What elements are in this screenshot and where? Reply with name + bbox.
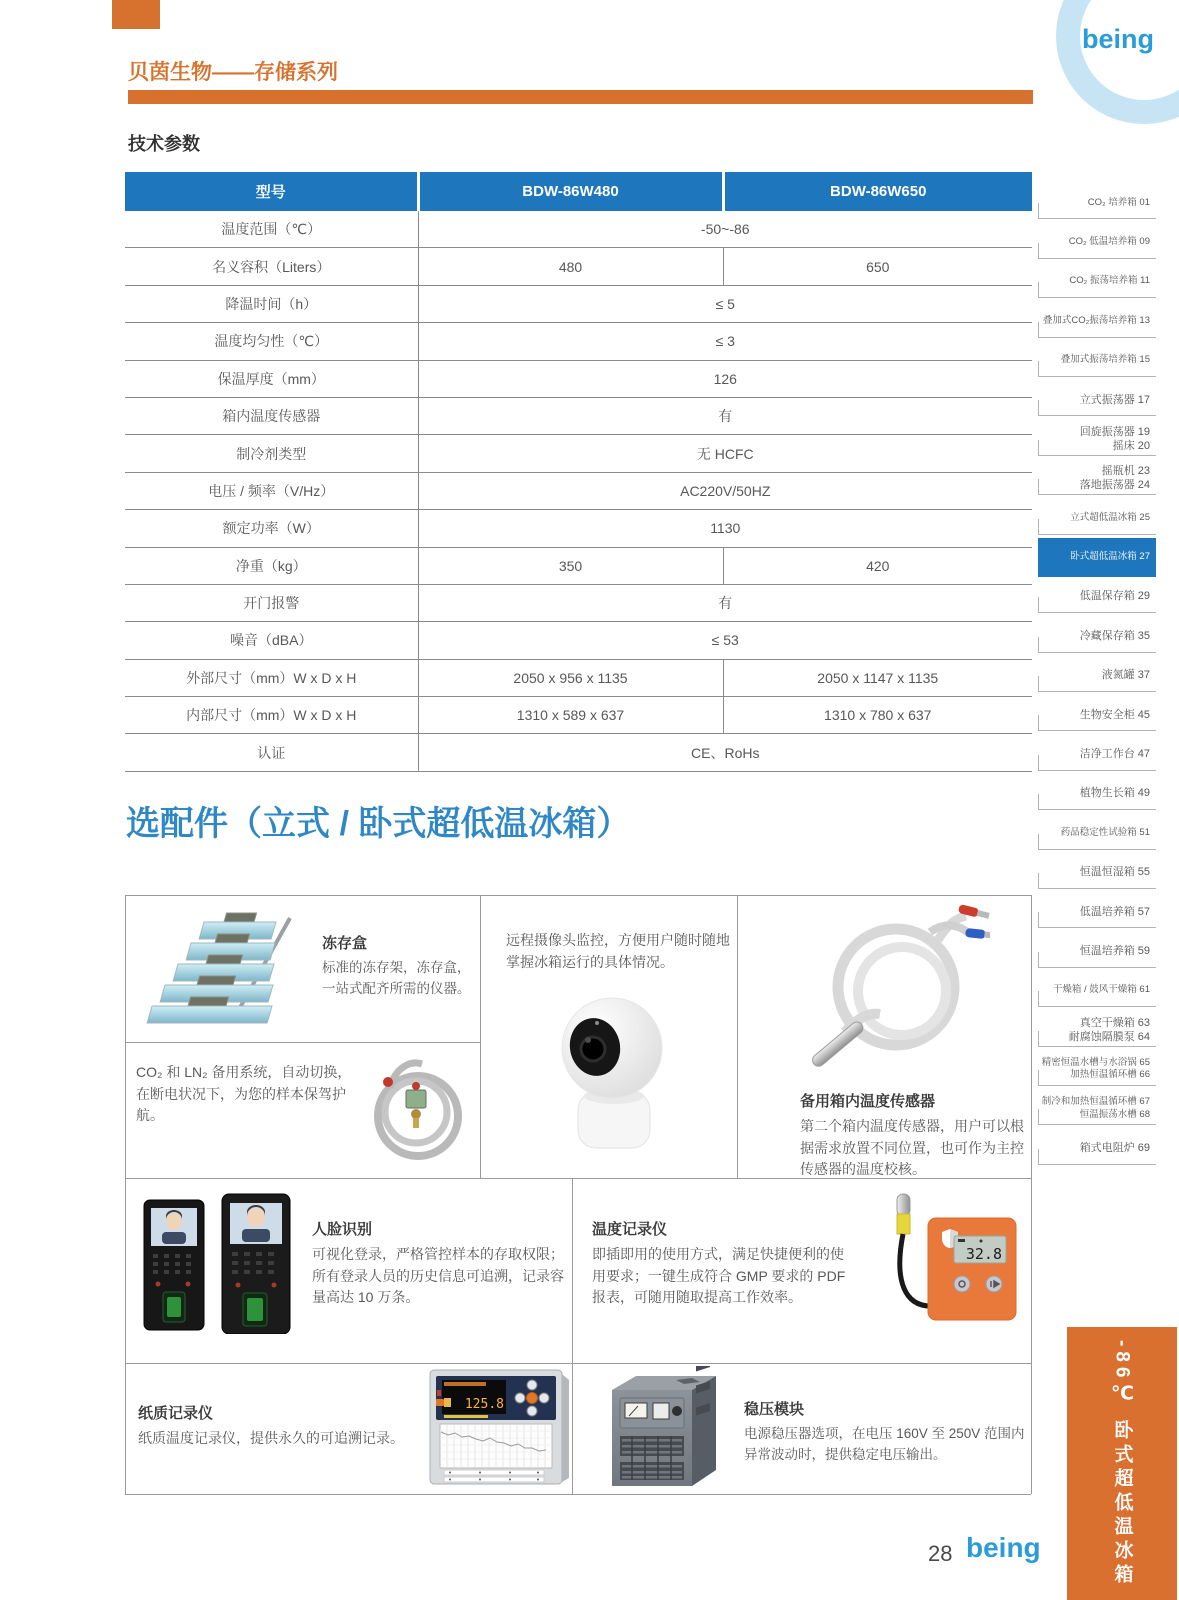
spec-row <box>125 360 1032 397</box>
freezer-rack-image <box>140 910 312 1033</box>
spec-row <box>125 248 1032 285</box>
sidebar-item-label: 落地振荡器 24 <box>1079 479 1150 492</box>
page-number: 28 <box>928 1541 953 1566</box>
sidebar-item[interactable] <box>1038 1128 1156 1167</box>
spec-row-label: 保温厚度（mm） <box>125 360 418 397</box>
face-recognition-title: 人脸识别 <box>312 1221 373 1238</box>
temp-logger-text: 即插即用的使用方式，满足快捷便利的使用要求；一键生成符合 GMP 要求的 PDF 报表，可随用随取提高工作效率。 <box>592 1246 846 1306</box>
sidebar-item[interactable] <box>1038 459 1156 498</box>
spec-table-head-row <box>125 172 1032 211</box>
header-title: 贝茵生物——存储系列 <box>128 61 338 84</box>
spec-row-label: 降温时间（h） <box>125 285 418 322</box>
sidebar-item[interactable] <box>1038 222 1156 261</box>
spec-row-label: 额定功率（W） <box>125 510 418 547</box>
spec-row <box>125 547 1032 584</box>
spec-row-label: 外部尺寸（mm）W x D x H <box>125 659 418 696</box>
spec-table-body <box>125 211 1032 771</box>
sidebar-item-label: 制冷和加热恒温循环槽 67 <box>1041 1096 1150 1108</box>
divider-line <box>125 1363 1031 1364</box>
sidebar-item[interactable] <box>1038 931 1156 970</box>
chapter-side-tab <box>1067 1327 1177 1600</box>
sidebar-item-label: 洁净工作台 47 <box>1079 748 1150 761</box>
temp-logger-block <box>592 1218 854 1309</box>
spec-row-value: 无 HCFC <box>418 435 1032 472</box>
sidebar-item-label: 立式振荡器 17 <box>1079 393 1150 406</box>
spec-row-value: 650 <box>723 248 1032 285</box>
sidebar-item-label: 真空干燥箱 63 <box>1079 1016 1150 1029</box>
backup-sensor-title: 备用箱内温度传感器 <box>800 1093 936 1110</box>
freezer-box-block <box>322 932 477 1000</box>
sidebar-item-label: 恒温恒湿箱 55 <box>1079 866 1150 879</box>
header-rule <box>128 90 1033 104</box>
spec-row <box>125 584 1032 621</box>
spec-row-label: 电压 / 频率（V/Hz） <box>125 472 418 509</box>
spec-row <box>125 472 1032 509</box>
camera-block <box>506 930 736 973</box>
sidebar-item[interactable] <box>1038 183 1156 222</box>
spec-row-label: 认证 <box>125 734 418 771</box>
spec-row-label: 开门报警 <box>125 584 418 621</box>
spec-row <box>125 211 1032 248</box>
spec-row <box>125 697 1032 734</box>
spec-row-value: 2050 x 956 x 1135 <box>418 659 723 696</box>
spec-row-label: 噪音（dBA） <box>125 622 418 659</box>
being-logo: being <box>1082 24 1154 54</box>
sidebar-item-label: 箱式电阻炉 69 <box>1079 1141 1150 1154</box>
divider-line <box>737 895 738 1178</box>
spec-row-label: 温度范围（℃） <box>125 211 418 248</box>
spec-row <box>125 510 1032 547</box>
sidebar-item-label: CO₂ 培养箱 01 <box>1087 196 1150 208</box>
spec-row-value: 420 <box>723 547 1032 584</box>
sidebar-item[interactable] <box>1038 1010 1156 1049</box>
backup-hose-image <box>360 1048 475 1171</box>
spec-row-value: 1310 x 780 x 637 <box>723 697 1032 734</box>
being-logo-arc <box>1056 0 1179 124</box>
face-recognition-text: 可视化登录，严格管控样本的存取权限；所有登录人员的历史信息可追溯，记录容量高达 10 万条。 <box>312 1246 564 1306</box>
spec-row <box>125 622 1032 659</box>
sidebar-item[interactable] <box>1038 1089 1156 1128</box>
corner-accent <box>112 0 160 29</box>
divider-line <box>125 895 126 1494</box>
spec-row <box>125 734 1032 771</box>
sidebar-item[interactable] <box>1038 577 1156 616</box>
sidebar-item[interactable] <box>1038 971 1156 1010</box>
spec-row <box>125 659 1032 696</box>
chapter-side-tab-label: -86℃ 卧式超低温冰箱 <box>1111 1339 1133 1588</box>
paper-recorder-title: 纸质记录仪 <box>138 1405 214 1422</box>
spec-row <box>125 323 1032 360</box>
sidebar-item-label: 药品稳定性试验箱 51 <box>1060 826 1150 838</box>
face-recognition-image <box>138 1192 298 1339</box>
backup-sensor-text: 第二个箱内温度传感器，用户可以根据需求放置不同位置，也可作为主控传感器的温度校核。 <box>800 1118 1024 1178</box>
spec-row-value: ≤ 5 <box>418 285 1032 322</box>
sidebar-item[interactable] <box>1038 301 1156 340</box>
sidebar-item[interactable] <box>1038 892 1156 931</box>
recorder-display-value: 125.8 <box>464 1397 504 1412</box>
sidebar-item[interactable] <box>1038 813 1156 852</box>
sidebar-item-label: 低温培养箱 57 <box>1079 905 1150 918</box>
divider-line <box>125 1494 1031 1495</box>
spec-row-label: 温度均匀性（℃） <box>125 323 418 360</box>
spec-col-header: BDW-86W650 <box>723 172 1032 211</box>
paper-recorder-text: 纸质温度记录仪，提供永久的可追溯记录。 <box>138 1430 404 1446</box>
product-index-sidebar <box>1038 183 1156 1168</box>
voltage-module-image <box>596 1366 736 1497</box>
sidebar-item[interactable] <box>1038 774 1156 813</box>
sidebar-item[interactable] <box>1038 1050 1156 1089</box>
sidebar-item-label: 叠加式CO₂振荡培养箱 13 <box>1042 314 1150 326</box>
sidebar-item-label: 精密恒温水槽与水浴锅 65 <box>1041 1056 1150 1068</box>
spec-row-value: 1130 <box>418 510 1032 547</box>
spec-row-value: AC220V/50HZ <box>418 472 1032 509</box>
divider-line <box>480 895 481 1178</box>
sidebar-item-label: CO₂ 振荡培养箱 11 <box>1069 275 1150 287</box>
logger-display-value: 32.8 <box>965 1245 1002 1263</box>
sidebar-item-label: 卧式超低温冰箱 27 <box>1070 551 1150 563</box>
spec-row-value: 有 <box>418 397 1032 434</box>
sidebar-item-label: 恒温培养箱 59 <box>1079 944 1150 957</box>
spec-row-label: 净重（kg） <box>125 547 418 584</box>
spec-row <box>125 397 1032 434</box>
sidebar-item[interactable] <box>1038 656 1156 695</box>
spec-row-value: 1310 x 589 x 637 <box>418 697 723 734</box>
sidebar-item[interactable] <box>1038 616 1156 655</box>
sidebar-item-label: 回旋振荡器 19 <box>1079 425 1150 438</box>
spec-row-value: 480 <box>418 248 723 285</box>
sidebar-item[interactable] <box>1038 262 1156 301</box>
camera-text: 远程摄像头监控，方便用户随时随地掌握冰箱运行的具体情况。 <box>506 932 730 970</box>
spec-row-value: ≤ 3 <box>418 323 1032 360</box>
sidebar-item-label: 叠加式振荡培养箱 15 <box>1060 354 1150 366</box>
voltage-module-block <box>744 1398 1032 1466</box>
spec-row-value: 2050 x 1147 x 1135 <box>723 659 1032 696</box>
divider-line <box>125 1042 480 1043</box>
backup-sensor-block <box>800 1090 1032 1181</box>
spec-row-value: 有 <box>418 584 1032 621</box>
sidebar-item-label: 立式超低温冰箱 25 <box>1070 511 1150 523</box>
freezer-box-title: 冻存盒 <box>322 935 368 952</box>
spec-col-header: BDW-86W480 <box>418 172 723 211</box>
sidebar-item[interactable] <box>1038 853 1156 892</box>
face-recognition-block <box>312 1218 574 1309</box>
paper-recorder-image <box>428 1368 573 1493</box>
sidebar-item[interactable] <box>1038 695 1156 734</box>
paper-recorder-block <box>138 1402 438 1450</box>
sidebar-item-label: 摇瓶机 23 <box>1101 465 1150 478</box>
sidebar-item-label: 生物安全柜 45 <box>1079 708 1150 721</box>
spec-row-value: 126 <box>418 360 1032 397</box>
sidebar-item[interactable] <box>1038 380 1156 419</box>
spec-row-label: 制冷剂类型 <box>125 435 418 472</box>
sidebar-item-label: 加热恒温循环槽 66 <box>1070 1069 1150 1081</box>
spec-row <box>125 435 1032 472</box>
freezer-box-text: 标准的冻存架，冻存盒，一站式配齐所需的仪器。 <box>322 960 471 996</box>
sidebar-item-label: 液氮罐 37 <box>1101 669 1150 682</box>
sidebar-item[interactable] <box>1038 498 1156 537</box>
sidebar-item-label: 摇床 20 <box>1112 440 1150 453</box>
spec-row-value: 350 <box>418 547 723 584</box>
section-title: 技术参数 <box>128 134 200 154</box>
sidebar-item[interactable] <box>1038 341 1156 380</box>
sidebar-item-label: CO₂ 低温培养箱 09 <box>1068 235 1150 247</box>
spec-row-value: -50~-86 <box>418 211 1032 248</box>
voltage-module-text: 电源稳压器选项，在电压 160V 至 250V 范围内异常波动时，提供稳定电压输出。 <box>744 1426 1025 1462</box>
backup-system-text: CO₂ 和 LN₂ 备用系统，自动切换，在断电状况下，为您的样本保驾护航。 <box>136 1064 352 1124</box>
spec-row <box>125 285 1032 322</box>
accessories-title: 选配件（立式 / 卧式超低温冰箱） <box>126 805 631 843</box>
temp-logger-image <box>850 1188 1020 1341</box>
spec-col-header: 型号 <box>125 172 418 211</box>
voltage-module-title: 稳压模块 <box>744 1401 805 1418</box>
spec-row-label: 内部尺寸（mm）W x D x H <box>125 697 418 734</box>
backup-system-block <box>136 1062 361 1127</box>
sidebar-item[interactable] <box>1038 419 1156 458</box>
sidebar-item[interactable] <box>1038 538 1156 577</box>
spec-row-value: CE、RoHs <box>418 734 1032 771</box>
spec-row-value: ≤ 53 <box>418 622 1032 659</box>
temp-logger-title: 温度记录仪 <box>592 1221 668 1238</box>
spec-row-label: 箱内温度传感器 <box>125 397 418 434</box>
spec-row-label: 名义容积（Liters） <box>125 248 418 285</box>
sidebar-item-label: 耐腐蚀隔膜泵 64 <box>1068 1030 1150 1043</box>
spec-table <box>125 172 1032 772</box>
sidebar-item[interactable] <box>1038 734 1156 773</box>
footer-brand: being <box>966 1532 1041 1563</box>
sidebar-item-label: 冷藏保存箱 35 <box>1079 629 1150 642</box>
sidebar-item-label: 低温保存箱 29 <box>1079 590 1150 603</box>
sidebar-item-label: 干燥箱 / 鼓风干燥箱 61 <box>1052 984 1150 996</box>
backup-sensor-image <box>790 892 990 1092</box>
sidebar-item-label: 植物生长箱 49 <box>1079 787 1150 800</box>
camera-image <box>548 990 678 1163</box>
sidebar-item-label: 恒温振荡水槽 68 <box>1079 1108 1150 1120</box>
